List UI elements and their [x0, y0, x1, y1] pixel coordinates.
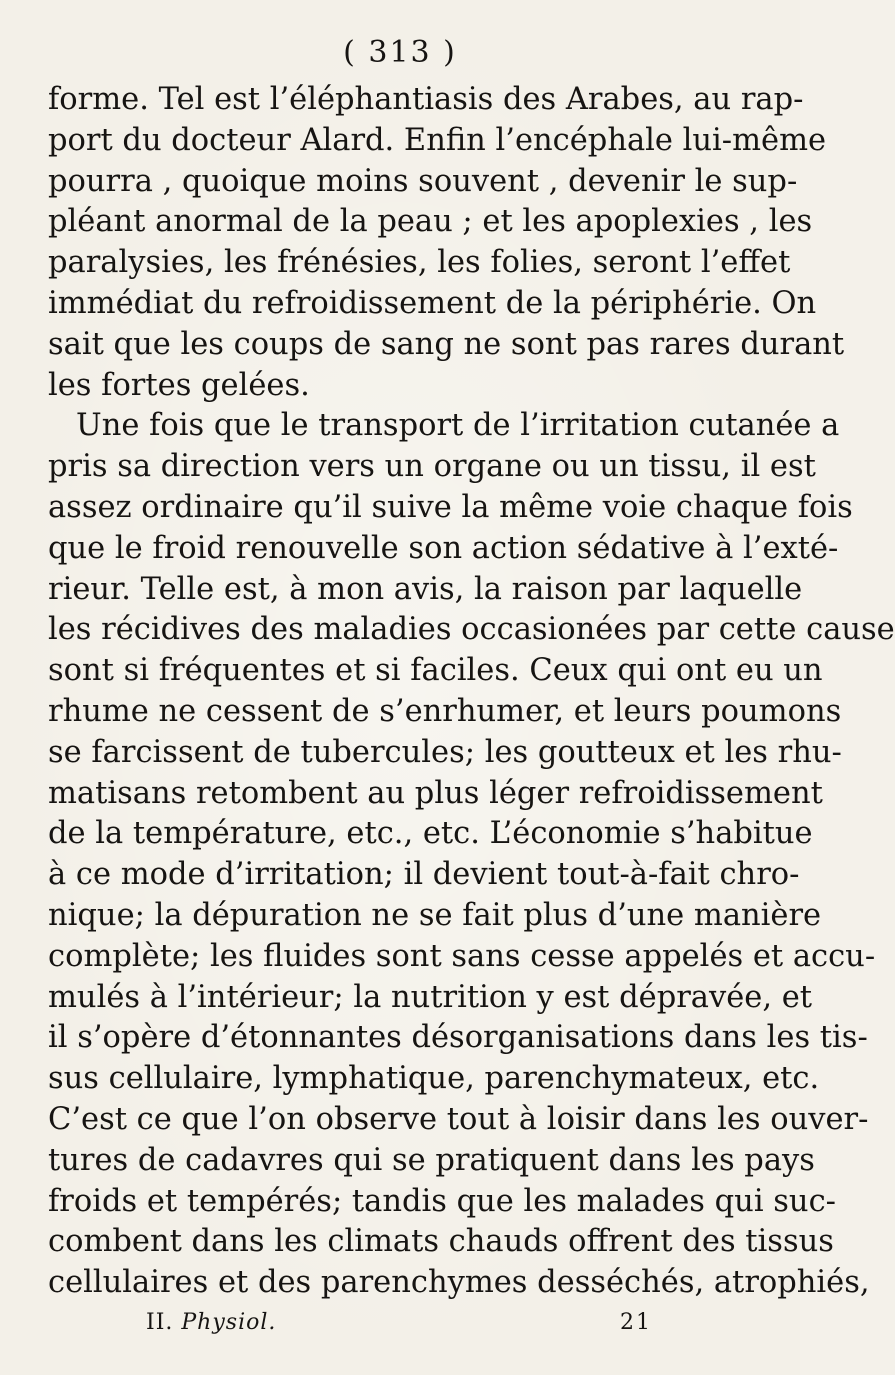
- text-line: matisans retombent au plus léger refroidissement: [48, 775, 823, 811]
- text-line: que le froid renouvelle son action sédative à l’exté-: [48, 530, 839, 566]
- text-line: cellulaires et des parenchymes desséchés, atrophiés,: [48, 1265, 870, 1301]
- text-line: froids et tempérés; tandis que les malades qui suc-: [48, 1183, 836, 1219]
- text-line: sait que les coups de sang ne sont pas rares durant: [48, 326, 845, 362]
- text-line: de la température, etc., etc. L’économie s’habitue: [48, 816, 813, 852]
- text-line: pourra , quoique moins souvent , devenir le sup-: [48, 163, 798, 199]
- text-line: sont si fréquentes et si faciles. Ceux qui ont eu un: [48, 653, 823, 689]
- text-line: sus cellulaire, lymphatique, parenchymateux, etc.: [48, 1061, 820, 1097]
- text-line: tures de cadavres qui se pratiquent dans les pays: [48, 1142, 815, 1178]
- text-line: immédiat du refroidissement de la périphérie. On: [48, 285, 817, 321]
- text-line: mulés à l’intérieur; la nutrition y est dépravée, et: [48, 979, 813, 1015]
- text-line: combent dans les climats chauds offrent des tissus: [48, 1224, 834, 1260]
- text-line: à ce mode d’irritation; il devient tout-à-fait chro-: [48, 857, 800, 893]
- text-line: nique; la dépuration ne se fait plus d’une manière: [48, 897, 822, 933]
- text-line: se farcissent de tubercules; les goutteux et les rhu-: [48, 734, 842, 770]
- body-text: [48, 80, 895, 1304]
- signature-prefix: II.: [146, 1310, 174, 1335]
- signature-title: Physiol.: [181, 1310, 277, 1335]
- text-line: assez ordinaire qu’il suive la même voie chaque fois: [48, 489, 853, 525]
- sheet-number: 21: [620, 1310, 652, 1335]
- text-line: paralysies, les frénésies, les folies, seront l’effet: [48, 245, 791, 281]
- page-footer: [0, 1310, 800, 1340]
- text-line: forme. Tel est l’éléphantiasis des Arabes, au rap-: [48, 82, 804, 117]
- text-line: rhume ne cessent de s’enrhumer, et leurs poumons: [48, 693, 842, 729]
- text-line: port du docteur Alard. Enfin l’encéphale lui-même: [48, 122, 827, 158]
- text-line: il s’opère d’étonnantes désorganisations dans les tis-: [48, 1020, 868, 1056]
- text-line: rieur. Telle est, à mon avis, la raison par laquelle: [48, 571, 803, 607]
- text-line: complète; les fluides sont sans cesse appelés et accu-: [48, 938, 876, 974]
- signature-mark: [146, 1310, 276, 1335]
- paragraph-start-line: Une fois que le transport de l’irritation cutanée a: [76, 408, 840, 444]
- paragraph-end-line: les fortes gelées.: [48, 367, 310, 403]
- text-line: C’est ce que l’on observe tout à loisir dans les ouver-: [48, 1101, 869, 1137]
- page-number: ( 313 ): [343, 35, 457, 70]
- text-line: pléant anormal de la peau ; et les apoplexies , les: [48, 204, 813, 240]
- text-line: les récidives des maladies occasionées par cette cause: [48, 612, 895, 648]
- text-line: pris sa direction vers un organe ou un tissu, il est: [48, 449, 816, 485]
